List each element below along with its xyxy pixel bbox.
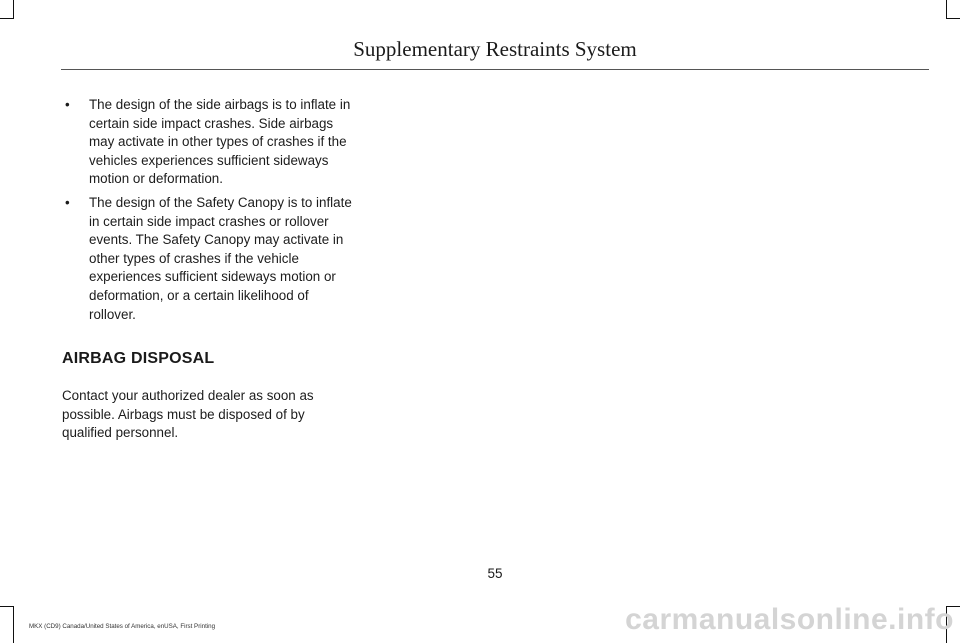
page-number: 55 — [487, 566, 503, 581]
crop-mark-top-right-h — [946, 18, 960, 19]
crop-mark-bottom-left-h — [0, 606, 14, 607]
bullet-icon: • — [65, 97, 70, 112]
list-item-text: The design of the Safety Canopy is to inflate in certain side impact crashes or rollover events. The Safety Canopy may activate in other types of crashes if the vehicle experiences sufficient sideways motion or deformation, or a certain likelihood of rollover. — [89, 194, 352, 322]
bullet-list — [62, 96, 352, 324]
section-body: Contact your authorized dealer as soon as possible. Airbags must be disposed of by qualified personnel. — [62, 388, 314, 441]
crop-mark-top-left-v — [13, 0, 14, 18]
crop-mark-top-left-h — [0, 18, 14, 19]
bullet-icon: • — [65, 194, 70, 210]
list-item — [62, 194, 352, 324]
header-divider — [61, 69, 929, 70]
crop-mark-top-right-v — [946, 0, 947, 18]
watermark: carmanualsonline.info — [625, 603, 954, 636]
list-item — [62, 96, 352, 189]
content-column — [62, 96, 352, 443]
list-item-text: The design of the side airbags is to inflate in certain side impact crashes. Side airbags may activate in other types of crashes if the vehicles experiences sufficient sideways motion or deformation. — [89, 97, 351, 187]
section-heading: AIRBAG DISPOSAL — [62, 350, 215, 368]
edition-footer: MKX (CD9) Canada/United States of America, enUSA, First Printing — [29, 623, 216, 630]
page-title: Supplementary Restraints System — [353, 37, 637, 61]
crop-mark-bottom-left-v — [13, 606, 14, 643]
